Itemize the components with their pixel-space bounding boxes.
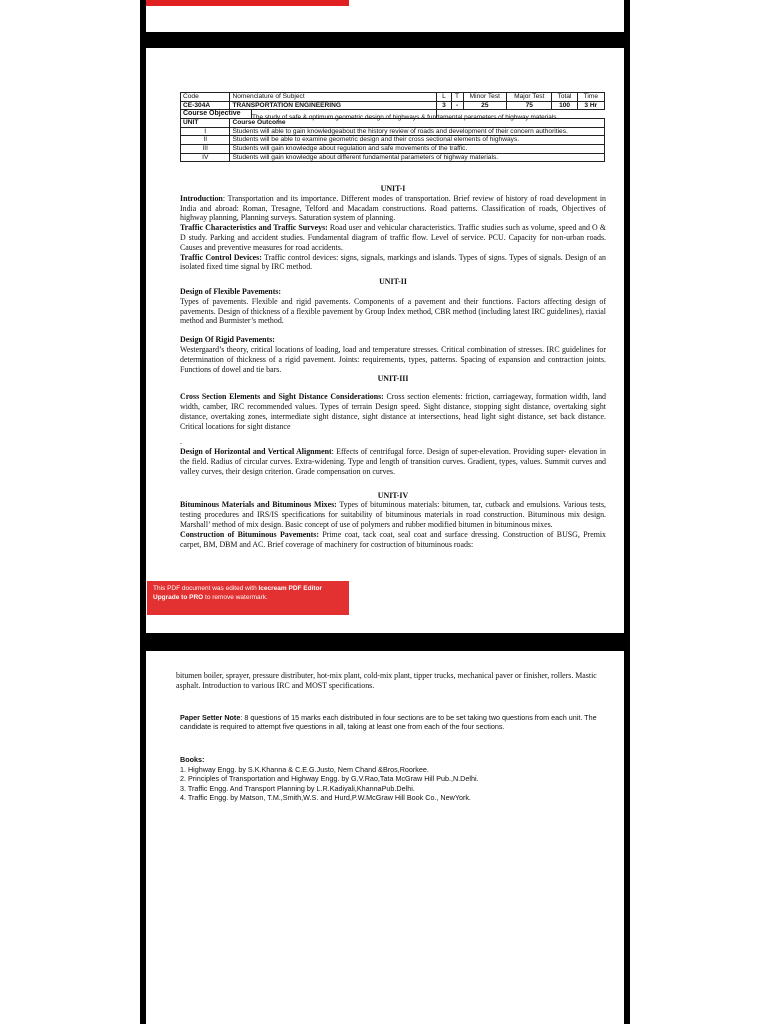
list-item: 2. Principles of Transportation and Highway Engg. by G.V.Rao,Tata McGraw Hill Pub.,N.Delhi. [180, 774, 479, 783]
table-cell: Nomenclature of Subject [230, 93, 437, 102]
right-margin [628, 0, 768, 1024]
section-label: Cross Section Elements and Sight Distance Considerations: [180, 392, 384, 402]
paper-setter-note [180, 713, 606, 732]
course-code: CE-304A [181, 101, 230, 110]
watermark-line-1: This PDF document was edited with Icecream PDF Editor [153, 585, 323, 592]
table-row [181, 127, 605, 136]
section-label: Design Of Rigid Pavements: [180, 335, 275, 345]
course-table [180, 92, 605, 162]
table-row [181, 144, 605, 153]
stray-dot: . [180, 437, 182, 447]
section-label: Bituminous Materials and Bituminous Mixes: [180, 500, 337, 510]
table-cell: UNIT [181, 119, 230, 128]
table-cell: Students will be able to examine geometric design and their cross sectional elements of highways. [230, 136, 605, 145]
pdf-editor-watermark[interactable] [147, 581, 349, 615]
list-item: 1. Highway Engg. by S.K.Khanna & C.E.G.Justo, Nem Chand &Bros,Roorkee. [180, 764, 429, 774]
page-gap [146, 32, 624, 48]
objective-label: Course Objective [181, 110, 252, 118]
section-label: Design of Flexible Pavements: [180, 286, 282, 296]
section-text: bitumen boiler, sprayer, pressure distributer, hot-mix plant, cold-mix plant, tipper trucks, mechanical paver or finisher, rollers. Mastic asphalt. Introduction to various IRC and MOST specifications. [176, 671, 597, 690]
table-cell: II [181, 136, 230, 145]
section-text: Prime coat, tack coat, seal coat and surface dressing. Construction of BUSG, Premix carpet, BM, DBM and AC. Brief coverage of machinery for costruction of bituminous roads: [180, 529, 606, 549]
unit-heading: UNIT-I [380, 184, 406, 193]
table-cell: Total [552, 93, 577, 102]
syllabus-page-2 [146, 651, 624, 1024]
table-cell: 75 [507, 101, 552, 110]
section-text: : Effects of centrifugal force. Design of super-elevation. Providing super- elevation in the field. Radius of circular curves. Extra-widening. Type and length of transition curves. Gradient, types, values. Summit curves and valley curves, their design criterion. Grade compensation on curves. [180, 447, 606, 476]
syllabus-page-1 [146, 48, 624, 633]
paragraph [180, 392, 606, 431]
section-text: Westergaard’s theory, critical locations of loading, load and temperature stresses. Critical combination of stresses. IRC guidelines for determination of thickness of a rigid pavement. Joints: requirements, types, patterns. Spacing of expansion and contraction joints. Functions of dowel and tie bars. [180, 344, 606, 374]
table-row [181, 136, 605, 145]
table-row [181, 153, 605, 162]
table-cell: Students will gain knowledge about different fundamental parameters of highway materials. [230, 153, 605, 162]
right-page-border [624, 0, 630, 1024]
table-cell: Students will gain knowledge about regulation and safe movements of the traffic. [230, 144, 605, 153]
paragraph [180, 500, 606, 529]
section-text: Types of bituminous materials: bitumen, tar, cutback and emulsions. Various tests, testing procedures and IRS/IS specifications for suitability of bituminous materials in road construction. Bituminous mix design. Marshall’ method of mix design. Basic concept of use of polymers and rubber modified bitumen in bituminous mixes. [180, 500, 606, 529]
paragraph [180, 194, 606, 223]
table-row [181, 101, 605, 110]
section-label: Traffic Control Devices: [180, 252, 262, 262]
paragraph [180, 223, 606, 252]
section-text: Road user and vehicular characteristics. Traffic studies such as volume, speed and O & D study. Parking and accident studies. Fundamental diagram of traffic flow. Level of service. PCU. Capacity for non-urban roads. Causes and preventive measures for road accidents. [180, 223, 606, 252]
table-cell: IV [181, 153, 230, 162]
unit-heading: UNIT-III [377, 374, 409, 384]
table-cell: Minor Test [463, 93, 506, 102]
note-label: Paper Setter Note [180, 713, 241, 722]
table-cell: 25 [463, 101, 506, 110]
table-cell: - [451, 101, 463, 110]
unit-heading: UNIT-IV [377, 490, 409, 500]
objective-text: The study of safe & optimum geometric design of highways & fundamental parameters of highway materials. [252, 114, 559, 121]
section-text: Cross section elements: friction, carriageway, formation width, land width, camber, IRC recommended values. Types of terrain Design speed. Sight distance, stopping sight distance, overtaking sight distance, overtaking zones, intermediate sight distance, sight distance at intersections, head light sight distance, set back distance. Critical locations for sight distance [180, 392, 606, 431]
list-item: 3. Traffic Engg. And Transport Planning by L.R.Kadiyali,KhannaPub.Delhi. [180, 783, 415, 793]
left-margin [0, 0, 143, 1024]
table-cell: L [437, 93, 451, 102]
table-cell: Time [577, 93, 604, 102]
section-label: Traffic Characteristics and Traffic Surveys: [180, 223, 328, 233]
books-heading: Books: [180, 755, 205, 764]
paragraph [180, 447, 606, 476]
section-label: Design of Horizontal and Vertical Alignment [180, 447, 332, 457]
table-cell: 3 [437, 101, 451, 110]
section-text: Types of pavements. Flexible and rigid pavements. Components of a pavement and their functions. Factors affecting design of pavements. Design of thickness of a flexible pavement by Group Index method, CBR method (including latest IRC guidelines), riaxial method and Burmister’s method. [180, 296, 606, 326]
list-item: 4. Traffic Engg. by Matson, T.M.,Smith,W.S. and Hurd,P.W.McGraw Hill Book Co., NewYork. [180, 793, 471, 802]
paragraph [180, 530, 606, 550]
section-label: Construction of Bituminous Pavements: [180, 529, 319, 539]
table-cell: Code [181, 93, 230, 102]
page-gap [146, 633, 624, 651]
books-list [180, 755, 606, 803]
watermark-line-2: Upgrade to PRO to remove watermark. [153, 594, 268, 602]
table-header-row [181, 93, 605, 102]
section-text: Traffic control devices: signs, signals, markings and islands. Types of signs. Types of signals. Design of an isolated fixed time signal by IRC method. [180, 252, 606, 272]
table-cell: III [181, 144, 230, 153]
continued-text [176, 671, 606, 691]
table-cell: Course Outcome [230, 119, 605, 128]
table-cell: I [181, 127, 230, 136]
course-name: TRANSPORTATION ENGINEERING [230, 101, 437, 110]
syllabus-body [180, 184, 606, 549]
unit-heading: UNIT-II [379, 277, 407, 287]
table-cell: 100 [552, 101, 577, 110]
section-text: : Transportation and its importance. Different modes of transportation. Brief review of history of road development in India and abroad: Roman, Tresagne, Telford and Macadam constructions. Road patterns. Classification of roads, Objectives of highway planning, Planning surveys. Saturation system of planning. [180, 193, 606, 223]
table-cell: T [451, 93, 463, 102]
table-cell: 3 Hr [577, 101, 604, 110]
section-label: Introduction [180, 193, 223, 203]
paragraph [180, 253, 606, 273]
table-cell: Major Test [507, 93, 552, 102]
table-cell: Students will able to gain knowledgeabout the history review of roads and development of their concern authorities. [230, 127, 605, 136]
note-text: : 8 questions of 15 marks each distributed in four sections are to be set taking two questions from each unit. The candidate is required to attempt five questions in all, taking at least one from each of the four sections. [180, 713, 597, 732]
watermark-bar-top [146, 0, 349, 6]
